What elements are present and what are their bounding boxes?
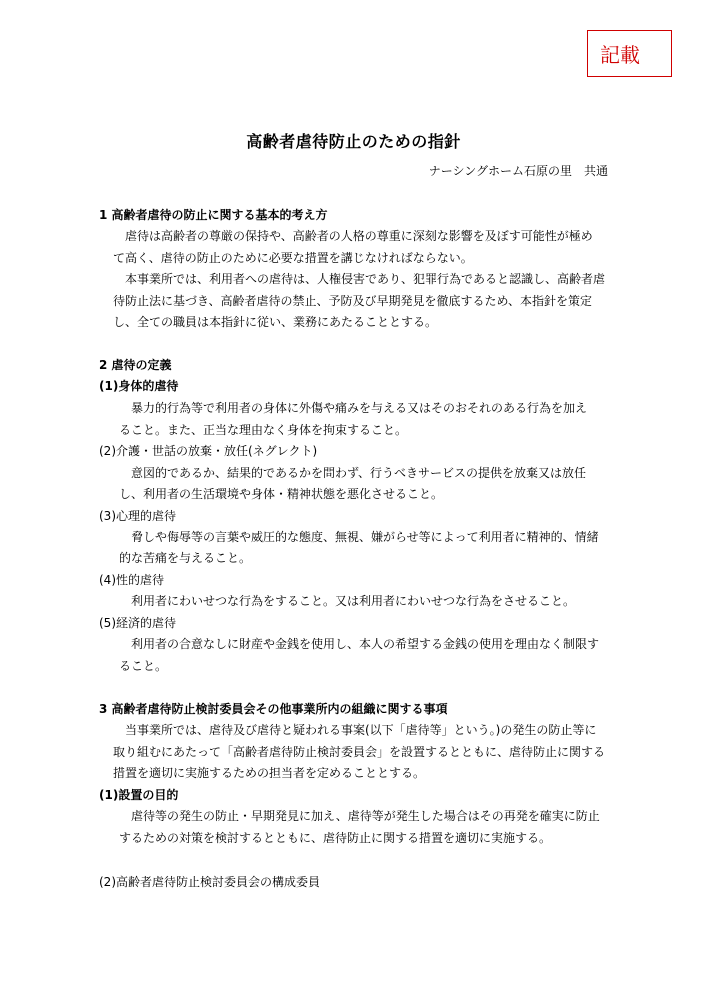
organization-name: ナーシングホーム石原の里 共通 [428,164,608,178]
paragraph-line: 本事業所では、利用者への虐待は、人権侵害であり、犯罪行為であると認識し、高齢者虐 [125,272,606,286]
section-heading: 1 高齢者虐待の防止に関する基本的考え方 [99,208,328,222]
paragraph-line: ること。 [119,659,168,673]
paragraph-line: ること。また、正当な理由なく身体を拘束すること。 [119,423,408,437]
section-heading: 2 虐待の定義 [99,358,172,372]
paragraph-line: し、全ての職員は本指針に従い、業務にあたることとする。 [113,315,438,329]
paragraph-line: て高く、虐待の防止のために必要な措置を講じなければならない。 [113,251,473,265]
subsection-heading: (1)設置の目的 [99,788,179,802]
paragraph-line: 待防止法に基づき、高齢者虐待の禁止、予防及び早期発見を徹底するため、本指針を策定 [113,294,593,308]
document-title: 高齢者虐待防止のための指針 [246,132,461,151]
paragraph-line: 虐待等の発生の防止・早期発見に加え、虐待等が発生した場合はその再発を確実に防止 [131,809,600,823]
paragraph-line: し、利用者の生活環境や身体・精神状態を悪化させること。 [119,487,444,501]
subsection-heading: (2)介護・世話の放棄・放任(ネグレクト) [99,444,318,458]
paragraph-line: 暴力的行為等で利用者の身体に外傷や痛みを与える又はそのおそれのある行為を加え [131,401,588,415]
paragraph-line: 措置を適切に実施するための担当者を定めることとする。 [113,766,426,780]
paragraph-line: 利用者にわいせつな行為をすること。又は利用者にわいせつな行為をさせること。 [131,594,576,608]
subsection-heading: (2)高齢者虐待防止検討委員会の構成委員 [99,875,320,889]
entry-stamp: 記載 [587,30,672,77]
subsection-heading: (5)経済的虐待 [99,616,176,630]
paragraph-line: 虐待は高齢者の尊厳の保持や、高齢者の人格の尊重に深刻な影響を及ぼす可能性が極め [125,229,593,243]
paragraph-line: 取り組むにあたって「高齢者虐待防止検討委員会」を設置するとともに、虐待防止に関する [113,745,606,759]
paragraph-line: 脅しや侮辱等の言葉や威圧的な態度、無視、嫌がらせ等によって利用者に精神的、情緒 [131,530,599,544]
paragraph-line: するための対策を検討するとともに、虐待防止に関する措置を適切に実施する。 [119,831,552,845]
subsection-heading: (4)性的虐待 [99,573,164,587]
subsection-heading: (1)身体的虐待 [99,379,179,393]
paragraph-line: 意図的であるか、結果的であるかを問わず、行うべきサービスの提供を放棄又は放任 [131,466,587,480]
paragraph-line: 利用者の合意なしに財産や金銭を使用し、本人の希望する金銭の使用を理由なく制限す [131,637,600,651]
subsection-heading: (3)心理的虐待 [99,509,176,523]
paragraph-line: 当事業所では、虐待及び虐待と疑われる事案(以下「虐待等」という。)の発生の防止等に [125,723,597,737]
section-heading: 3 高齢者虐待防止検討委員会その他事業所内の組織に関する事項 [99,702,448,716]
paragraph-line: 的な苦痛を与えること。 [119,551,252,565]
